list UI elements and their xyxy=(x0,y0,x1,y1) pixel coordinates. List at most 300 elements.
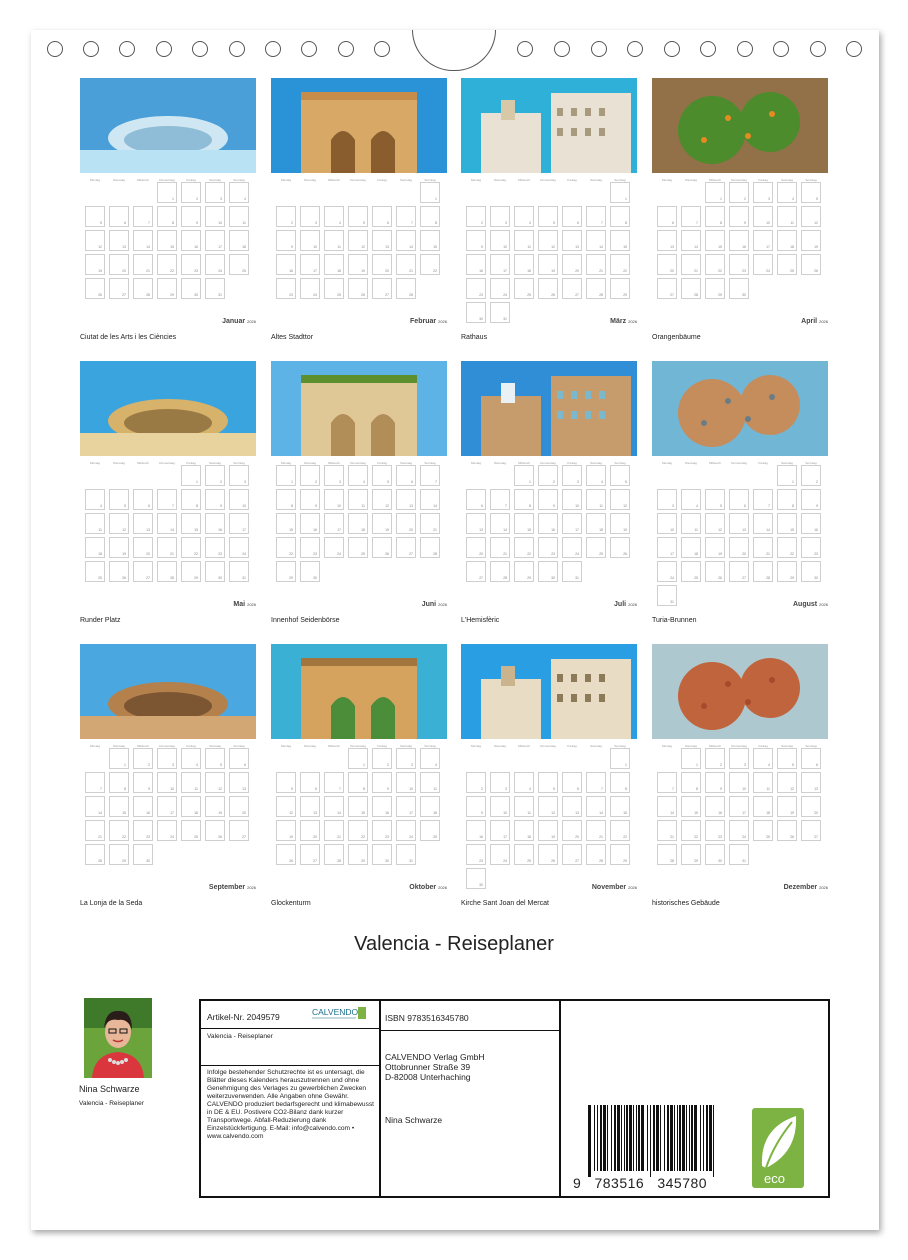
day-cell[interactable] xyxy=(157,796,177,817)
day-cell[interactable] xyxy=(300,820,320,841)
day-cell[interactable] xyxy=(562,561,582,582)
day-cell[interactable] xyxy=(276,230,296,251)
day-cell[interactable] xyxy=(300,278,320,299)
day-cell[interactable] xyxy=(324,254,344,275)
day-cell[interactable] xyxy=(324,278,344,299)
day-cell[interactable] xyxy=(514,278,534,299)
day-cell[interactable] xyxy=(348,513,368,534)
day-cell[interactable] xyxy=(610,513,630,534)
day-cell[interactable] xyxy=(586,513,606,534)
day-cell[interactable] xyxy=(610,182,630,203)
day-cell[interactable] xyxy=(229,772,249,793)
day-cell[interactable] xyxy=(657,561,677,582)
day-cell[interactable] xyxy=(324,844,344,865)
day-cell[interactable] xyxy=(420,748,440,769)
day-cell[interactable] xyxy=(181,465,201,486)
day-cell[interactable] xyxy=(181,537,201,558)
day-cell[interactable] xyxy=(229,489,249,510)
day-cell[interactable] xyxy=(133,254,153,275)
day-cell[interactable] xyxy=(348,844,368,865)
day-cell[interactable] xyxy=(396,206,416,227)
day-cell[interactable] xyxy=(657,820,677,841)
day-cell[interactable] xyxy=(348,489,368,510)
day-cell[interactable] xyxy=(300,465,320,486)
day-cell[interactable] xyxy=(300,206,320,227)
day-cell[interactable] xyxy=(801,796,821,817)
day-cell[interactable] xyxy=(157,561,177,582)
day-cell[interactable] xyxy=(372,465,392,486)
day-cell[interactable] xyxy=(586,844,606,865)
day-cell[interactable] xyxy=(205,230,225,251)
day-cell[interactable] xyxy=(466,868,486,889)
day-cell[interactable] xyxy=(753,182,773,203)
day-cell[interactable] xyxy=(229,561,249,582)
day-cell[interactable] xyxy=(157,772,177,793)
day-cell[interactable] xyxy=(705,796,725,817)
day-cell[interactable] xyxy=(466,206,486,227)
day-cell[interactable] xyxy=(490,206,510,227)
day-cell[interactable] xyxy=(276,537,296,558)
day-cell[interactable] xyxy=(562,772,582,793)
day-cell[interactable] xyxy=(205,513,225,534)
day-cell[interactable] xyxy=(229,820,249,841)
day-cell[interactable] xyxy=(133,230,153,251)
day-cell[interactable] xyxy=(109,278,129,299)
day-cell[interactable] xyxy=(538,796,558,817)
day-cell[interactable] xyxy=(348,820,368,841)
day-cell[interactable] xyxy=(490,230,510,251)
day-cell[interactable] xyxy=(85,230,105,251)
day-cell[interactable] xyxy=(657,254,677,275)
day-cell[interactable] xyxy=(181,182,201,203)
day-cell[interactable] xyxy=(729,748,749,769)
day-cell[interactable] xyxy=(490,489,510,510)
day-cell[interactable] xyxy=(300,537,320,558)
day-cell[interactable] xyxy=(300,489,320,510)
day-cell[interactable] xyxy=(681,537,701,558)
day-cell[interactable] xyxy=(300,561,320,582)
day-cell[interactable] xyxy=(562,844,582,865)
day-cell[interactable] xyxy=(396,513,416,534)
day-cell[interactable] xyxy=(396,465,416,486)
day-cell[interactable] xyxy=(372,796,392,817)
day-cell[interactable] xyxy=(466,278,486,299)
day-cell[interactable] xyxy=(681,489,701,510)
day-cell[interactable] xyxy=(729,537,749,558)
day-cell[interactable] xyxy=(157,537,177,558)
day-cell[interactable] xyxy=(372,230,392,251)
day-cell[interactable] xyxy=(205,278,225,299)
day-cell[interactable] xyxy=(705,182,725,203)
day-cell[interactable] xyxy=(729,206,749,227)
day-cell[interactable] xyxy=(514,254,534,275)
day-cell[interactable] xyxy=(420,206,440,227)
day-cell[interactable] xyxy=(181,278,201,299)
day-cell[interactable] xyxy=(348,278,368,299)
day-cell[interactable] xyxy=(466,230,486,251)
day-cell[interactable] xyxy=(324,230,344,251)
day-cell[interactable] xyxy=(466,561,486,582)
day-cell[interactable] xyxy=(753,489,773,510)
day-cell[interactable] xyxy=(85,206,105,227)
day-cell[interactable] xyxy=(514,206,534,227)
day-cell[interactable] xyxy=(396,489,416,510)
day-cell[interactable] xyxy=(705,561,725,582)
day-cell[interactable] xyxy=(586,820,606,841)
day-cell[interactable] xyxy=(729,513,749,534)
day-cell[interactable] xyxy=(562,537,582,558)
day-cell[interactable] xyxy=(396,230,416,251)
day-cell[interactable] xyxy=(562,278,582,299)
day-cell[interactable] xyxy=(300,513,320,534)
day-cell[interactable] xyxy=(610,465,630,486)
day-cell[interactable] xyxy=(85,513,105,534)
day-cell[interactable] xyxy=(586,206,606,227)
day-cell[interactable] xyxy=(324,465,344,486)
day-cell[interactable] xyxy=(324,796,344,817)
day-cell[interactable] xyxy=(420,465,440,486)
day-cell[interactable] xyxy=(205,206,225,227)
day-cell[interactable] xyxy=(372,206,392,227)
day-cell[interactable] xyxy=(276,465,296,486)
day-cell[interactable] xyxy=(372,278,392,299)
day-cell[interactable] xyxy=(276,206,296,227)
day-cell[interactable] xyxy=(420,537,440,558)
day-cell[interactable] xyxy=(681,278,701,299)
day-cell[interactable] xyxy=(801,820,821,841)
day-cell[interactable] xyxy=(85,537,105,558)
day-cell[interactable] xyxy=(396,748,416,769)
day-cell[interactable] xyxy=(109,844,129,865)
day-cell[interactable] xyxy=(466,772,486,793)
day-cell[interactable] xyxy=(586,489,606,510)
day-cell[interactable] xyxy=(157,182,177,203)
day-cell[interactable] xyxy=(801,182,821,203)
day-cell[interactable] xyxy=(514,561,534,582)
day-cell[interactable] xyxy=(777,537,797,558)
day-cell[interactable] xyxy=(85,772,105,793)
day-cell[interactable] xyxy=(109,230,129,251)
day-cell[interactable] xyxy=(324,820,344,841)
day-cell[interactable] xyxy=(657,772,677,793)
day-cell[interactable] xyxy=(657,844,677,865)
day-cell[interactable] xyxy=(610,254,630,275)
day-cell[interactable] xyxy=(157,489,177,510)
day-cell[interactable] xyxy=(229,796,249,817)
day-cell[interactable] xyxy=(490,796,510,817)
day-cell[interactable] xyxy=(657,513,677,534)
day-cell[interactable] xyxy=(490,537,510,558)
day-cell[interactable] xyxy=(396,278,416,299)
day-cell[interactable] xyxy=(229,182,249,203)
day-cell[interactable] xyxy=(420,230,440,251)
day-cell[interactable] xyxy=(348,796,368,817)
day-cell[interactable] xyxy=(610,278,630,299)
day-cell[interactable] xyxy=(372,748,392,769)
day-cell[interactable] xyxy=(133,489,153,510)
day-cell[interactable] xyxy=(729,796,749,817)
day-cell[interactable] xyxy=(420,772,440,793)
day-cell[interactable] xyxy=(753,513,773,534)
day-cell[interactable] xyxy=(586,537,606,558)
day-cell[interactable] xyxy=(729,844,749,865)
day-cell[interactable] xyxy=(562,254,582,275)
day-cell[interactable] xyxy=(396,796,416,817)
day-cell[interactable] xyxy=(490,254,510,275)
day-cell[interactable] xyxy=(777,465,797,486)
day-cell[interactable] xyxy=(801,206,821,227)
day-cell[interactable] xyxy=(538,278,558,299)
day-cell[interactable] xyxy=(777,796,797,817)
day-cell[interactable] xyxy=(610,537,630,558)
day-cell[interactable] xyxy=(729,772,749,793)
day-cell[interactable] xyxy=(729,820,749,841)
day-cell[interactable] xyxy=(229,748,249,769)
day-cell[interactable] xyxy=(681,230,701,251)
day-cell[interactable] xyxy=(538,465,558,486)
day-cell[interactable] xyxy=(133,561,153,582)
day-cell[interactable] xyxy=(657,796,677,817)
day-cell[interactable] xyxy=(181,796,201,817)
day-cell[interactable] xyxy=(729,230,749,251)
day-cell[interactable] xyxy=(229,513,249,534)
day-cell[interactable] xyxy=(420,182,440,203)
day-cell[interactable] xyxy=(466,844,486,865)
day-cell[interactable] xyxy=(681,844,701,865)
day-cell[interactable] xyxy=(801,489,821,510)
day-cell[interactable] xyxy=(348,206,368,227)
day-cell[interactable] xyxy=(109,489,129,510)
day-cell[interactable] xyxy=(348,230,368,251)
day-cell[interactable] xyxy=(753,537,773,558)
day-cell[interactable] xyxy=(205,772,225,793)
day-cell[interactable] xyxy=(777,513,797,534)
day-cell[interactable] xyxy=(205,796,225,817)
day-cell[interactable] xyxy=(229,230,249,251)
day-cell[interactable] xyxy=(205,465,225,486)
day-cell[interactable] xyxy=(85,489,105,510)
day-cell[interactable] xyxy=(514,465,534,486)
day-cell[interactable] xyxy=(181,748,201,769)
day-cell[interactable] xyxy=(777,748,797,769)
day-cell[interactable] xyxy=(276,254,296,275)
day-cell[interactable] xyxy=(181,561,201,582)
day-cell[interactable] xyxy=(490,820,510,841)
day-cell[interactable] xyxy=(705,748,725,769)
day-cell[interactable] xyxy=(729,278,749,299)
day-cell[interactable] xyxy=(157,278,177,299)
day-cell[interactable] xyxy=(181,820,201,841)
day-cell[interactable] xyxy=(276,796,296,817)
day-cell[interactable] xyxy=(396,537,416,558)
day-cell[interactable] xyxy=(181,254,201,275)
day-cell[interactable] xyxy=(300,230,320,251)
day-cell[interactable] xyxy=(133,772,153,793)
day-cell[interactable] xyxy=(157,206,177,227)
day-cell[interactable] xyxy=(801,230,821,251)
day-cell[interactable] xyxy=(490,278,510,299)
day-cell[interactable] xyxy=(85,254,105,275)
day-cell[interactable] xyxy=(276,820,296,841)
day-cell[interactable] xyxy=(681,513,701,534)
day-cell[interactable] xyxy=(681,820,701,841)
day-cell[interactable] xyxy=(681,772,701,793)
day-cell[interactable] xyxy=(276,844,296,865)
day-cell[interactable] xyxy=(181,206,201,227)
day-cell[interactable] xyxy=(348,254,368,275)
day-cell[interactable] xyxy=(753,748,773,769)
day-cell[interactable] xyxy=(777,206,797,227)
day-cell[interactable] xyxy=(657,537,677,558)
day-cell[interactable] xyxy=(85,844,105,865)
day-cell[interactable] xyxy=(420,820,440,841)
day-cell[interactable] xyxy=(777,230,797,251)
day-cell[interactable] xyxy=(109,206,129,227)
day-cell[interactable] xyxy=(562,230,582,251)
day-cell[interactable] xyxy=(133,796,153,817)
day-cell[interactable] xyxy=(466,302,486,323)
day-cell[interactable] xyxy=(705,206,725,227)
day-cell[interactable] xyxy=(466,489,486,510)
day-cell[interactable] xyxy=(514,537,534,558)
day-cell[interactable] xyxy=(324,772,344,793)
day-cell[interactable] xyxy=(705,230,725,251)
day-cell[interactable] xyxy=(205,254,225,275)
day-cell[interactable] xyxy=(514,844,534,865)
day-cell[interactable] xyxy=(801,254,821,275)
day-cell[interactable] xyxy=(490,561,510,582)
day-cell[interactable] xyxy=(610,844,630,865)
day-cell[interactable] xyxy=(229,465,249,486)
day-cell[interactable] xyxy=(777,254,797,275)
day-cell[interactable] xyxy=(229,254,249,275)
day-cell[interactable] xyxy=(205,489,225,510)
day-cell[interactable] xyxy=(657,585,677,606)
day-cell[interactable] xyxy=(801,465,821,486)
day-cell[interactable] xyxy=(109,513,129,534)
day-cell[interactable] xyxy=(657,206,677,227)
day-cell[interactable] xyxy=(753,254,773,275)
day-cell[interactable] xyxy=(420,513,440,534)
day-cell[interactable] xyxy=(133,206,153,227)
day-cell[interactable] xyxy=(372,537,392,558)
day-cell[interactable] xyxy=(276,561,296,582)
day-cell[interactable] xyxy=(276,278,296,299)
day-cell[interactable] xyxy=(85,278,105,299)
day-cell[interactable] xyxy=(562,796,582,817)
day-cell[interactable] xyxy=(777,489,797,510)
day-cell[interactable] xyxy=(705,278,725,299)
day-cell[interactable] xyxy=(586,278,606,299)
day-cell[interactable] xyxy=(705,537,725,558)
day-cell[interactable] xyxy=(276,772,296,793)
day-cell[interactable] xyxy=(324,537,344,558)
day-cell[interactable] xyxy=(610,230,630,251)
day-cell[interactable] xyxy=(681,796,701,817)
day-cell[interactable] xyxy=(109,772,129,793)
day-cell[interactable] xyxy=(348,537,368,558)
day-cell[interactable] xyxy=(396,844,416,865)
day-cell[interactable] xyxy=(490,302,510,323)
day-cell[interactable] xyxy=(157,820,177,841)
day-cell[interactable] xyxy=(514,796,534,817)
day-cell[interactable] xyxy=(466,537,486,558)
day-cell[interactable] xyxy=(420,489,440,510)
day-cell[interactable] xyxy=(85,820,105,841)
day-cell[interactable] xyxy=(538,489,558,510)
day-cell[interactable] xyxy=(681,561,701,582)
day-cell[interactable] xyxy=(133,278,153,299)
day-cell[interactable] xyxy=(753,820,773,841)
day-cell[interactable] xyxy=(753,230,773,251)
day-cell[interactable] xyxy=(801,772,821,793)
day-cell[interactable] xyxy=(538,844,558,865)
day-cell[interactable] xyxy=(801,537,821,558)
day-cell[interactable] xyxy=(514,513,534,534)
day-cell[interactable] xyxy=(324,206,344,227)
day-cell[interactable] xyxy=(324,489,344,510)
day-cell[interactable] xyxy=(300,772,320,793)
day-cell[interactable] xyxy=(300,796,320,817)
day-cell[interactable] xyxy=(157,513,177,534)
day-cell[interactable] xyxy=(538,230,558,251)
day-cell[interactable] xyxy=(300,844,320,865)
day-cell[interactable] xyxy=(538,254,558,275)
day-cell[interactable] xyxy=(753,561,773,582)
day-cell[interactable] xyxy=(466,820,486,841)
day-cell[interactable] xyxy=(229,206,249,227)
day-cell[interactable] xyxy=(777,561,797,582)
day-cell[interactable] xyxy=(181,513,201,534)
day-cell[interactable] xyxy=(133,820,153,841)
day-cell[interactable] xyxy=(610,796,630,817)
day-cell[interactable] xyxy=(681,254,701,275)
day-cell[interactable] xyxy=(729,182,749,203)
day-cell[interactable] xyxy=(205,561,225,582)
day-cell[interactable] xyxy=(466,796,486,817)
day-cell[interactable] xyxy=(610,489,630,510)
day-cell[interactable] xyxy=(562,206,582,227)
day-cell[interactable] xyxy=(85,561,105,582)
day-cell[interactable] xyxy=(205,182,225,203)
day-cell[interactable] xyxy=(514,489,534,510)
day-cell[interactable] xyxy=(396,820,416,841)
day-cell[interactable] xyxy=(777,820,797,841)
day-cell[interactable] xyxy=(133,513,153,534)
day-cell[interactable] xyxy=(801,561,821,582)
day-cell[interactable] xyxy=(205,748,225,769)
day-cell[interactable] xyxy=(133,537,153,558)
day-cell[interactable] xyxy=(753,796,773,817)
day-cell[interactable] xyxy=(109,748,129,769)
day-cell[interactable] xyxy=(276,513,296,534)
day-cell[interactable] xyxy=(729,489,749,510)
day-cell[interactable] xyxy=(538,206,558,227)
day-cell[interactable] xyxy=(490,513,510,534)
day-cell[interactable] xyxy=(157,748,177,769)
day-cell[interactable] xyxy=(538,513,558,534)
day-cell[interactable] xyxy=(538,561,558,582)
day-cell[interactable] xyxy=(181,230,201,251)
day-cell[interactable] xyxy=(801,748,821,769)
day-cell[interactable] xyxy=(181,489,201,510)
day-cell[interactable] xyxy=(681,206,701,227)
day-cell[interactable] xyxy=(610,748,630,769)
day-cell[interactable] xyxy=(586,796,606,817)
day-cell[interactable] xyxy=(705,844,725,865)
day-cell[interactable] xyxy=(372,820,392,841)
day-cell[interactable] xyxy=(538,772,558,793)
